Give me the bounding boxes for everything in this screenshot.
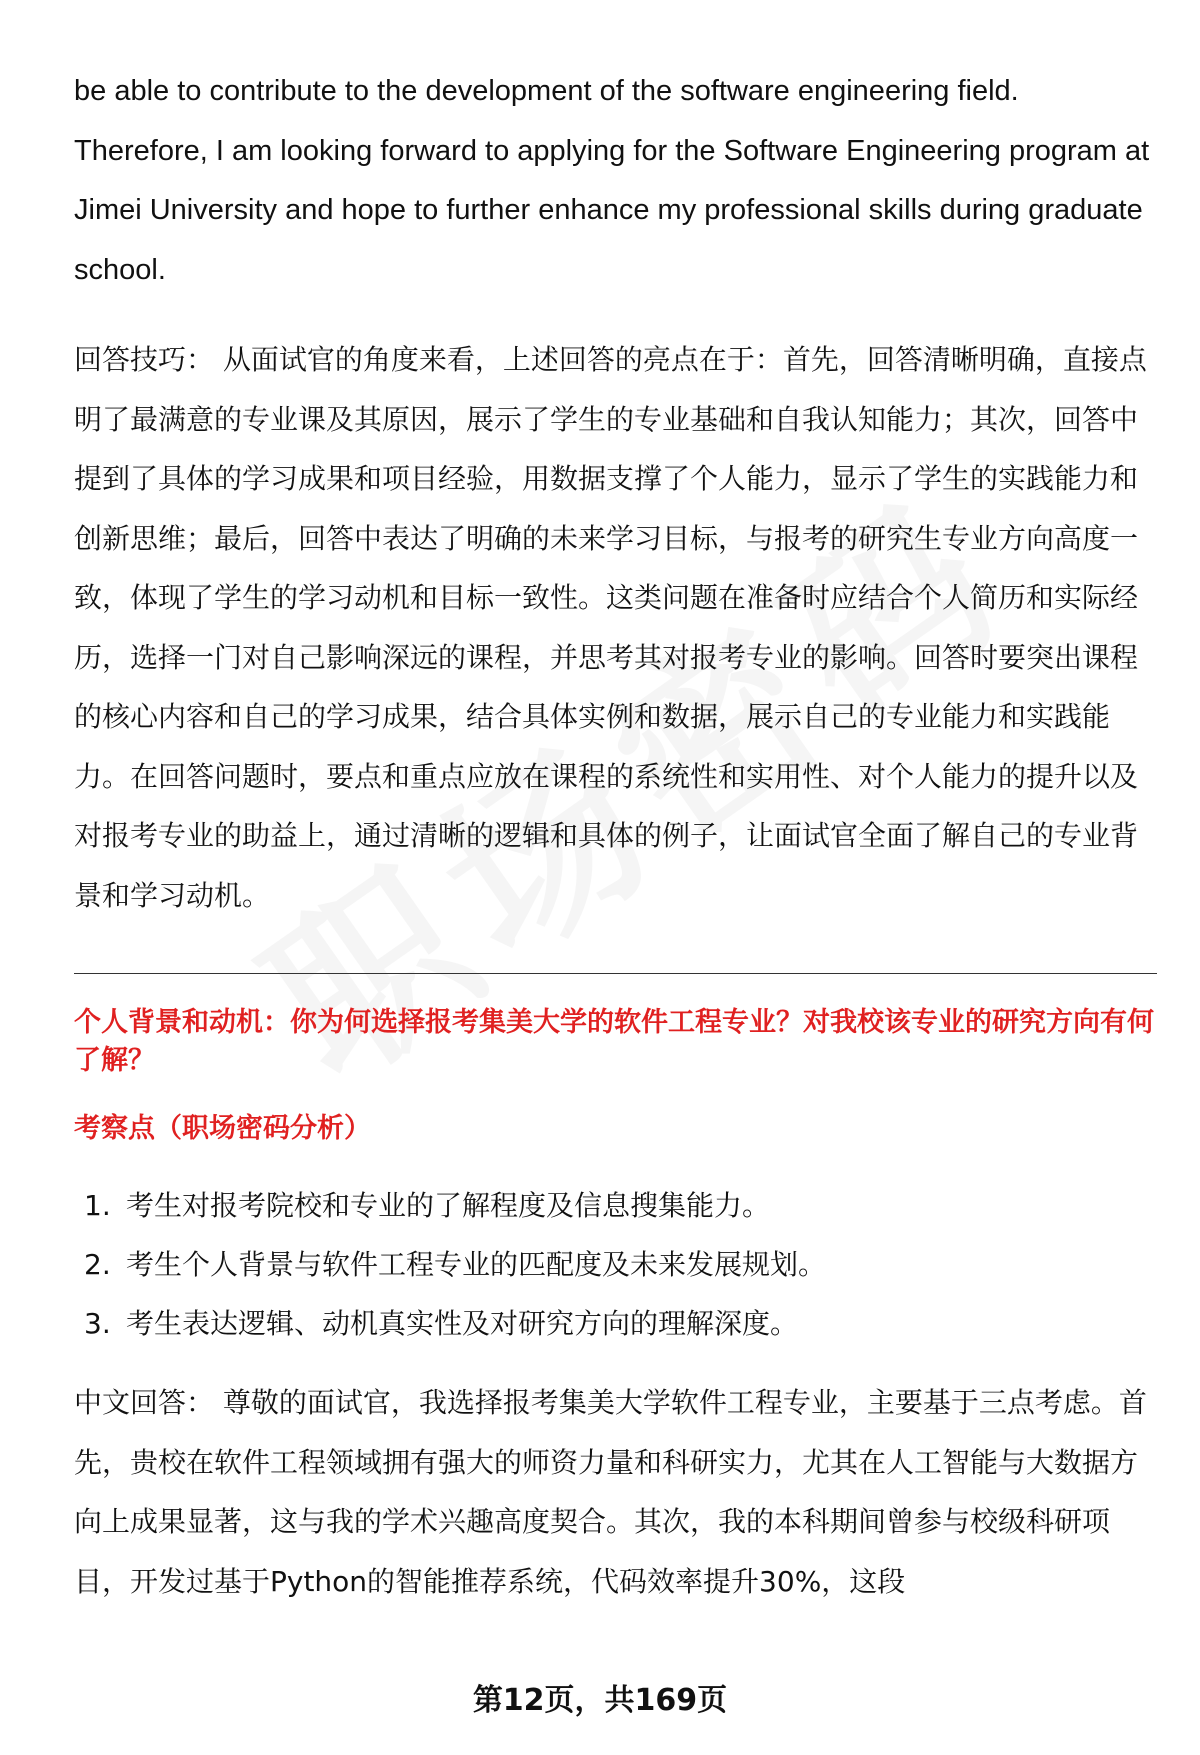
document-page <box>74 62 1157 1611</box>
page-number-footer: 第12页，共169页 <box>472 1683 728 1718</box>
section-divider <box>74 973 1157 974</box>
assessment-heading: 考察点（职场密码分析） <box>74 1113 371 1144</box>
list-item <box>84 1176 1157 1235</box>
list-item-text: 考生对报考院校和专业的了解程度及信息搜集能力。 <box>126 1189 771 1222</box>
list-item-number: 2. <box>84 1248 111 1281</box>
list-item-text: 考生个人背景与软件工程专业的匹配度及未来发展规划。 <box>126 1248 827 1281</box>
list-item-number: 3. <box>84 1307 111 1340</box>
list-item <box>84 1235 1157 1294</box>
tips-paragraph: 回答技巧： 从面试官的角度来看，上述回答的亮点在于：首先，回答清晰明确，直接点明了最满意的专业课及其原因，展示了学生的专业基础和自我认知能力；其次，回答中提到了具体的学习成果和项目经验，用数据支撑了个人能力，显示了学生的实践能力和创新思维；最后，回答中表达了明确的未来学习目标，与报考的研究生专业方向高度一致，体现了学生的学习动机和目标一致性。这类问题在准备时应结合个人简历和实际经历，选择一门对自己影响深远的课程，并思考其对报考专业的影响。回答时要突出课程的核心内容和自己的学习成果，结合具体实例和数据，展示自己的专业能力和实践能力。在回答问题时，要点和重点应放在课程的系统性和实用性、对个人能力的提升以及对报考专业的助益上，通过清晰的逻辑和具体的例子，让面试官全面了解自己的专业背景和学习动机。 <box>74 343 1147 912</box>
list-item <box>84 1294 1157 1353</box>
list-item-number: 1. <box>84 1189 111 1222</box>
assessment-points-list <box>84 1176 1157 1353</box>
list-item-text: 考生表达逻辑、动机真实性及对研究方向的理解深度。 <box>126 1307 799 1340</box>
answer-paragraph: 中文回答： 尊敬的面试官，我选择报考集美大学软件工程专业，主要基于三点考虑。首先，贵校在软件工程领域拥有强大的师资力量和科研实力，尤其在人工智能与大数据方向上成果显著，这与我的学术兴趣高度契合。其次，我的本科期间曾参与校级科研项目，开发过基于Python的智能推荐系统，代码效率提升30%，这段 <box>74 1386 1147 1598</box>
intro-paragraph: be able to contribute to the development of the software engineering field. Therefore, I am looking forward to applying for the Software Engineering program at Jimei University and hope to further enhance my professional skills during graduate school. <box>74 75 1150 286</box>
question-title: 个人背景和动机：你为何选择报考集美大学的软件工程专业？对我校该专业的研究方向有何了解？ <box>74 1007 1154 1076</box>
